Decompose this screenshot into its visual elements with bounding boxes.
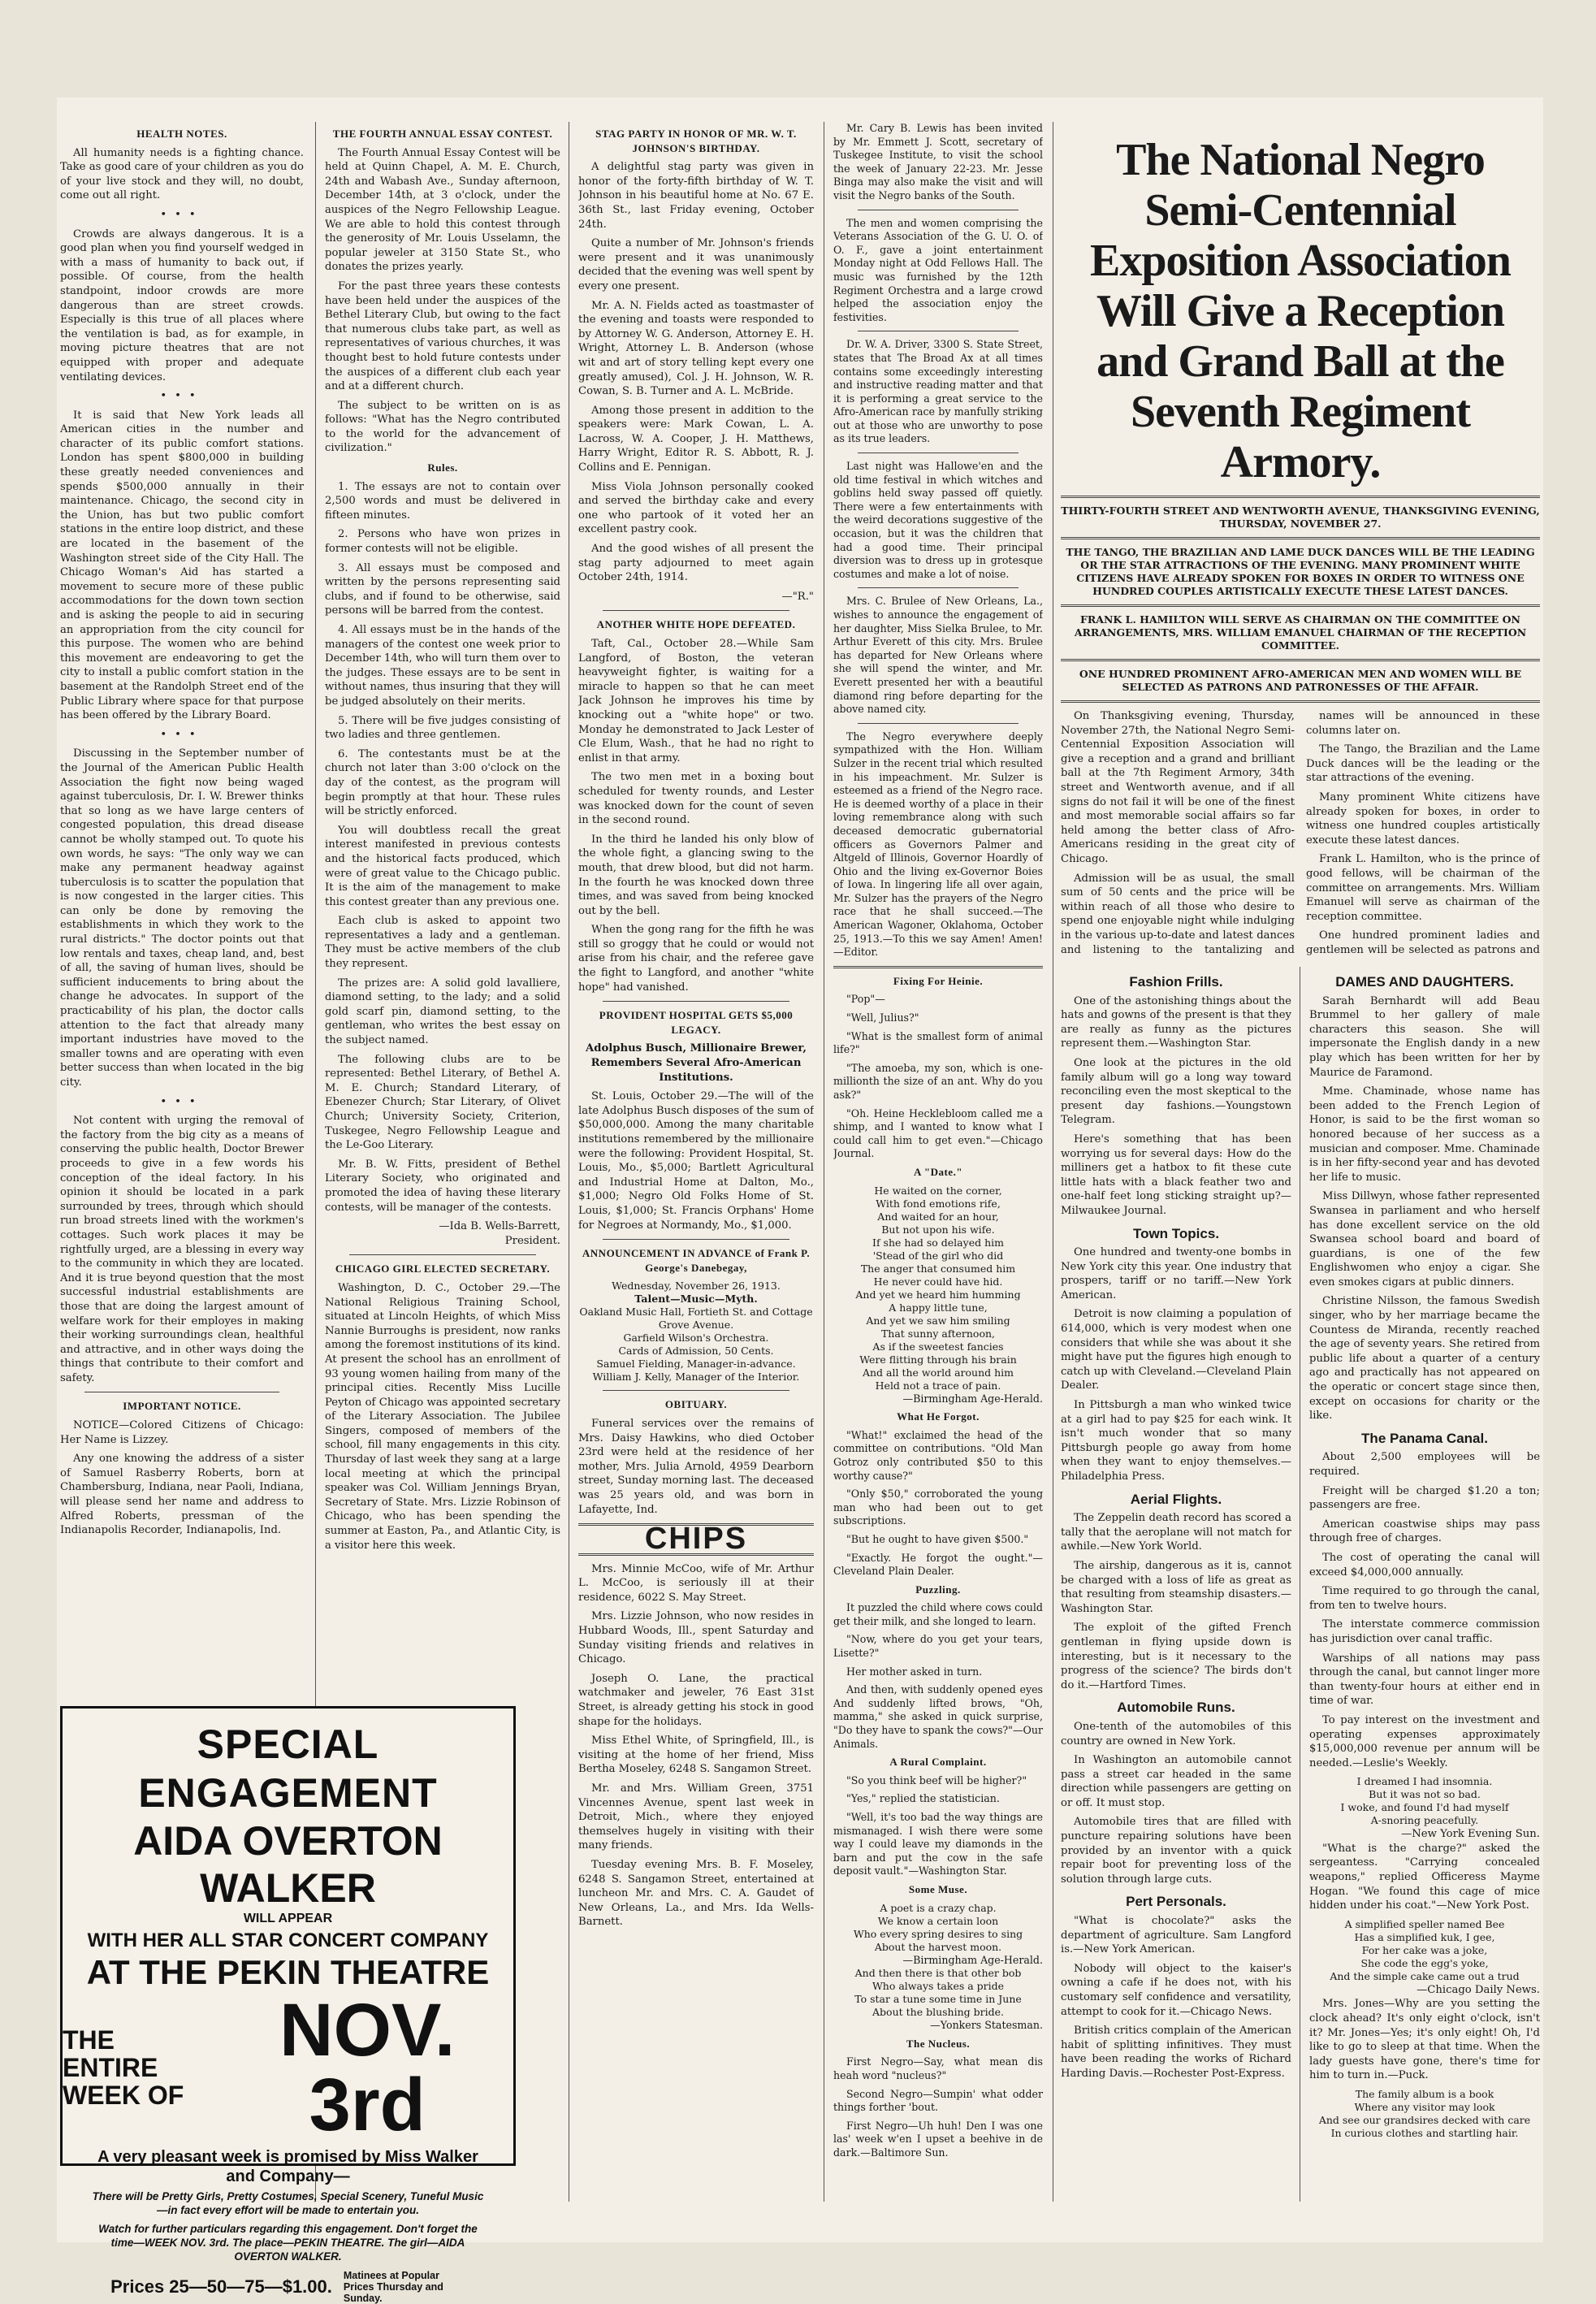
paragraph: 2. Persons who have won prizes in former contests will not be eligible. [325, 528, 560, 556]
paragraph: The men and women comprising the Veterans Association of the G. U. O. of O. F., gave a joint entertainment Monday night at Odd Fellows Hall. The music was furnished by the 12th Regiment Orchestra and a large crowd helped the association enjoy the festivities. [833, 216, 1043, 323]
divider [1061, 537, 1540, 539]
ad-will-appear: WILL APPEAR [243, 1912, 333, 1925]
paragraph: Freight will be charged $1.20 a ton; passengers are free. [1309, 1484, 1540, 1512]
exposition-left [1061, 709, 1295, 959]
paragraph: Miss Dillwyn, whose father represented Swansea in parliament and who herself has done excellent service on the old Swansea school board and board of guardians, is one of the few Englishwomen who enjoy a cigar. She even smokes cigars at public dinners. [1309, 1190, 1540, 1288]
paragraph: Tuesday evening Mrs. B. F. Moseley, 6248 S. Sangamon Street, entertained at luncheon Mr. and Mrs. C. A. Gaudet of New Orleans, La., and Mrs. Ida Wells-Barnett. [578, 1858, 814, 1929]
ad-matinees: Matinees at Popular Prices Thursday and Sunday. [343, 2270, 443, 2304]
chips-title: CHIPS [644, 1522, 748, 1557]
divider [858, 723, 1019, 724]
paragraph: Mrs. Minnie McCoo, wife of Mr. Arthur L. McCoo, is seriously ill at their residence, 6022 S. May Street. [578, 1562, 814, 1604]
column-4 [833, 122, 1043, 2202]
paragraph: "Exactly. He forgot the ought."—Cleveland Plain Dealer. [833, 1551, 1043, 1578]
white-hope-title: ANOTHER WHITE HOPE DEFEATED. [596, 618, 796, 631]
paragraph: Miss Ethel White, of Springfield, Ill., is visiting at the home of her friend, Miss Bertha Moseley, 6248 S. Sangamon Street. [578, 1734, 814, 1776]
paragraph: The following clubs are to be represented: Bethel Literary, of Bethel A. M. E. Church; Standard Literary, of Ebenezer Church; Star Literary, of Olivet Church; University Society, Criterion, Tuskegee, Negro Fellowship League and the Le-Goo Literary. [325, 1053, 560, 1152]
column-2 [325, 122, 560, 1698]
paragraph: The Tango, the Brazilian and the Lame Duck dances will be the leading or the star attractions of the evening. [1306, 743, 1540, 785]
fashion-frills-title: Fashion Frills. [1129, 974, 1223, 990]
paragraph: It puzzled the child where cows could get their milk, and she longed to learn. [833, 1601, 1043, 1627]
divider [603, 1390, 789, 1391]
exposition-subhead-4: ONE HUNDRED PROMINENT AFRO-AMERICAN MEN AND WOMEN WILL BE SELECTED AS PATRONS AND PATRONESSES OF THE AFFAIR. [1079, 668, 1522, 693]
ad-venue: AT THE PEKIN THEATRE [86, 1953, 490, 1991]
poem-source: —Chicago Daily News. [1417, 1983, 1540, 1996]
column-3 [578, 122, 814, 2202]
ad-price-row [63, 2270, 513, 2304]
poem-line: A simplified speller named Bee [1344, 1917, 1505, 1930]
poem-line: If she had so delayed him [872, 1236, 1004, 1249]
announcement-line: Cards of Admission, 50 Cents. [618, 1345, 774, 1358]
divider [1061, 659, 1540, 661]
rural-complaint-title: A Rural Complaint. [889, 1756, 987, 1769]
paragraph: 3. All essays must be composed and written by the persons representing said clubs, and if found to be otherwise, said persons will be barred from the contest. [325, 561, 560, 617]
paragraph: The prizes are: A solid gold lavalliere, diamond setting, to the lady; and a solid gold scarf pin, diamond setting, to the gentleman, who writes the best essay on the subject named. [325, 977, 560, 1047]
paragraph: names will be announced in these columns later on. [1306, 710, 1540, 737]
paragraph: American coastwise ships may pass through free of charges. [1309, 1518, 1540, 1545]
paragraph: Mme. Chaminade, whose name has been added to the French Legion of Honor, is said to be the first woman so honored because of her success as a musician and composer. Mme. Chaminade is in her fifty-second year and has devoted her life to music. [1309, 1085, 1540, 1184]
divider [858, 587, 1019, 588]
dames-daughters-title: DAMES AND DAUGHTERS. [1335, 974, 1514, 990]
exposition-article [1061, 122, 1540, 959]
poem-source: —Birmingham Age-Herald. [902, 1953, 1043, 1966]
column-6 [1309, 967, 1540, 2218]
exposition-subhead-1: THIRTY-FOURTH STREET AND WENTWORTH AVENUE, THANKSGIVING EVENING, THURSDAY, NOVEMBER 27. [1061, 505, 1540, 530]
paragraph: Each club is asked to appoint two representatives a lady and a gentleman. They must be active members of the club they represent. [325, 915, 560, 971]
paragraph: Nobody will object to the kaiser's owning a cafe if he does not, with his customary self confidence and versatility, attempt to cook for it.—Chicago News. [1061, 1962, 1291, 2018]
paragraph: Mr. A. N. Fields acted as toastmaster of the evening and toasts were responded to by Attorney W. G. Anderson, Attorney E. H. Wright, Attorney L. B. Anderson (whose wit and art of story telling kept every one greatly amused), Col. J. H. Johnson, W. R. Cowan, S. B. Turner and A. L. McBride. [578, 299, 814, 398]
exposition-subhead-3: FRANK L. HAMILTON WILL SERVE AS CHAIRMAN ON THE COMMITTEE ON ARRANGEMENTS, MRS. WILLIAM EMANUEL CHAIRMAN OF THE RECEPTION COMMITTEE. [1074, 613, 1527, 652]
paragraph: The Zeppelin death record has scored a tally that the aeroplane will not match for awhile.—New York World. [1061, 1512, 1291, 1553]
poem-line: About the harvest moon. [874, 1940, 1002, 1953]
poem-line: Held not a trace of pain. [875, 1379, 1001, 1392]
stag-party-title: STAG PARTY IN HONOR OF MR. W. T. JOHNSON'S BIRTHDAY. [595, 128, 797, 154]
poem-line: In curious clothes and startling hair. [1330, 2127, 1519, 2139]
paragraph: Not content with urging the removal of the factory from the big city as a means of conserving the public health, Doctor Brewer proceeds to give in a few words his conception of the ideal factory. In his opinion it should be located in a park surrounded by trees, through which should run broad streets lined with the workmen's cottages. Such work places it may be rightfully urged, are a blessing in every way to the community in which they are located. And it is true beyond question that the most successful industrial establishments are those that are doing the largest amount of welfare work for their employes in making their working surroundings clean, healthful and attractive, and in other ways doing the things that contribute to their comfort and safety. [60, 1115, 304, 1384]
divider-dots: ••• [160, 728, 204, 741]
what-he-forgot-title: What He Forgot. [897, 1410, 980, 1423]
announcement-line: Garfield Wilson's Orchestra. [623, 1332, 769, 1345]
paragraph: In Pittsburgh a man who winked twice at a girl had to pay $25 for each wink. It isn't much wonder that so many Pittsburgh people go away from home when they want to enjoy themselves.—Philadelphia Press. [1061, 1399, 1291, 1483]
poem-source: —Yonkers Statesman. [930, 2019, 1043, 2032]
paragraph: When the gong rang for the fifth he was still so groggy that he could or would not arise from his chair, and the referee gave the fight to Langford, and another "white hope" had vanished. [578, 924, 814, 994]
poem-line: With fond emotions rife, [876, 1197, 1001, 1210]
puzzling-title: Puzzling. [915, 1583, 961, 1596]
rules-title: Rules. [427, 461, 458, 474]
poem-source: —New York Evening Sun. [1401, 1828, 1540, 1841]
panama-canal-title: The Panama Canal. [1361, 1430, 1488, 1446]
announcement-line: Oakland Music Hall, Fortieth St. and Cottage Grove Avenue. [579, 1306, 813, 1332]
paragraph: The exploit of the gifted French gentleman in flying upside down is interesting, but is it necessary to the progress of the science? The birds don't do it.—Hartford Times. [1061, 1622, 1291, 1691]
poem-line: To star a tune some time in June [854, 1993, 1022, 2006]
poem-line: A poet is a crazy chap. [880, 1901, 997, 1914]
paragraph: The Negro everywhere deeply sympathized with the Hon. William Sulzer in the recent trial which resulted in his impeachment. Mr. Sulzer is esteemed as a friend of the Negro race. He is deemed worthy of a place in their loving remembrance along with such deceased democratic gubernatorial officers as Governors Palmer and Altgeld of Illinois, Governor Hoardly of Ohio and the living ex-Governor Boies of Iowa. In lingering life all over again, Mr. Sulzer has the prayers of the Negro race that he shall succeed.—The American Wagoner, Oklahoma, October 25, 1913.—To this we say Amen! Amen! —Editor. [833, 730, 1043, 959]
special-engagement-ad [60, 1706, 516, 2304]
town-topics-title: Town Topics. [1132, 1225, 1220, 1241]
paragraph: One-tenth of the automobiles of this country are owned in New York. [1061, 1720, 1291, 1747]
ad-attractions: There will be Pretty Girls, Pretty Costumes, Special Scenery, Tuneful Music—in fact every effort will be made to entertain you. [92, 2190, 484, 2216]
divider [603, 610, 789, 611]
paragraph: "So you think beef will be higher?" [846, 1773, 1027, 1786]
poem-line: And then there is that other bob [854, 1967, 1022, 1980]
paragraph: "What is chocolate?" asks the department of agriculture. Sam Langford is.—New York American. [1061, 1915, 1291, 1956]
poem-line: She code the egg's yoke, [1360, 1956, 1489, 1969]
paragraph: One look at the pictures in the old family album will go a long way toward reconciling even the most skeptical to the present day fashions.—Youngstown Telegram. [1061, 1056, 1291, 1127]
paragraph: Many prominent White citizens have already spoken for boxes, in order to witness one hundred couples artistically execute these latest dances. [1306, 790, 1540, 847]
paragraph: Sarah Bernhardt will add Beau Brummel to her gallery of male characters this season. She will impersonate the English dandy in a new play which has been written for her by Maurice de Faramond. [1309, 994, 1540, 1079]
paragraph: Mr. and Mrs. William Green, 3751 Vincennes Avenue, spent last week in Detroit, Mich., where they enjoyed themselves hugely in visiting with their many friends. [578, 1782, 814, 1852]
poem-line: And yet we heard him humming [855, 1288, 1021, 1301]
paragraph: 6. The contestants must be at the church not later than 3:00 o'clock on the day of the contest, as the program will begin promptly at that hour. These rules will be strictly enforced. [325, 747, 560, 818]
divider [603, 1001, 789, 1002]
announcement-line: Talent—Music—Myth. [634, 1293, 758, 1306]
paragraph: Mrs. C. Brulee of New Orleans, La., wishes to announce the engagement of her daughter, Miss Sielka Brulee, to Mr. Arthur Everett of this city. Mrs. Brulee has departed for New Orleans where she will spend the winter, and Mr. Everett presented her with a beautiful diamond ring before departing for the above named city. [833, 595, 1043, 716]
ad-date: NOV. 3rd [279, 1989, 456, 2146]
essay-contest-title: THE FOURTH ANNUAL ESSAY CONTEST. [332, 128, 553, 140]
paragraph: "Oh. Heine Hecklebloom called me a shimp, and I wanted to know what I could call him to get even."—Chicago Journal. [833, 1107, 1043, 1160]
pert-personals-title: Pert Personals. [1126, 1894, 1226, 1910]
paragraph: "Now, where do you get your tears, Lisette?" [833, 1633, 1043, 1660]
ad-promise: A very pleasant week is promised by Miss Walker and Company— [97, 2148, 478, 2185]
paragraph: Any one knowing the address of a sister of Samuel Rasberry Roberts, born at Chambersburg, Indiana, near Paoli, Indiana, will please send her name and address to Alfred Roberts, pressman of the Indianapolis Recorder, Indianapolis, Ind. [60, 1453, 304, 1537]
exposition-body [1061, 709, 1540, 959]
paragraph: Funeral services over the remains of Mrs. Daisy Hawkins, who died October 23rd were held at the residence of her mother, Mrs. Julia Arnold, 4959 Dearborn street, Sunday morning last. The deceased was 25 years old, and was born in Lafayette, Ind. [578, 1417, 814, 1516]
paragraph: Frank L. Hamilton, who is the prince of good fellows, will be chairman of the committee on arrangements. Mrs. William Emanuel will serve as chairman of the reception committee. [1306, 853, 1540, 923]
paragraph: The Fourth Annual Essay Contest will be held at Quinn Chapel, A. M. E. Church, 24th and Wabash Ave., Sunday afternoon, December 14th, at 3 o'clock, under the auspices of the Negro Fellowship League. We are able to hold this contest through the generosity of Mr. Louis Usselamn, the popular jeweler at 3150 State St., who donates the prizes yearly. [325, 146, 560, 274]
paragraph: "What!" exclaimed the head of the committee on contributions. "Old Man Gotroz only contributed $50 to this worthy cause?" [833, 1428, 1043, 1482]
exposition-right [1306, 709, 1540, 959]
column-5 [1061, 967, 1291, 2218]
ad-prices: Prices 25—50—75—$1.00. [110, 2276, 332, 2297]
paragraph: Mrs. Jones—Why are you setting the clock ahead? It's only eight o'clock, isn't it? Mr. Jones—Yes; it's only eight! Oh, I'd like to go to sleep at that time. When the lady guests have gone, there's time for him to turn in.—Puck. [1309, 1998, 1540, 2082]
paragraph: Among those present in addition to the speakers were: Mark Cowan, L. A. Lacross, W. A. Cooper, J. H. Matthews, Harry Wright, Editor R. S. Abbott, R. J. Collins and E. Pennigan. [578, 404, 814, 474]
paragraph: Detroit is now claiming a population of 614,000, which is very modest when one considers that while she was about it she might have put the figures high enough to catch up with Cleveland.—Cleveland Plain Dealer. [1061, 1308, 1291, 1392]
poem-line: But not upon his wife. [881, 1223, 995, 1236]
poem-line: And waited for an hour, [877, 1210, 999, 1223]
poem-line: Where any visitor may look [1354, 2101, 1495, 2113]
paragraph: The interstate commerce commission has jurisdiction over canal traffic. [1309, 1618, 1540, 1645]
paragraph: For the past three years these contests have been held under the auspices of the Bethel Literary Club, but owing to the fact that numerous clubs take part, as well as representatives of various churches, it was thought best to hold future contests under the auspices of a different club each year and at a different church. [325, 279, 560, 393]
paragraph: A delightful stag party was given in honor of the forty-fifth birthday of W. T. Johnson in his beautiful home at No. 67 E. 36th St., last Friday evening, October 24th. [578, 161, 814, 231]
paragraph: Dr. W. A. Driver, 3300 S. State Street, states that The Broad Ax at all times contains some exceedingly interesting and instructive reading matter and that it is performing a great service to the Afro-American race by manfully striking out at those who are unworthy to pose as its true leaders. [833, 338, 1043, 445]
paragraph: "What is the smallest form of animal life?" [833, 1029, 1043, 1056]
signature: —Ida B. Wells-Barrett, [439, 1220, 560, 1233]
divider [603, 1239, 789, 1240]
paragraph: Mrs. Lizzie Johnson, who now resides in Hubbard Woods, Ill., spent Saturday and Sunday visiting friends and relatives in Chicago. [578, 1610, 814, 1666]
poem-line: The anger that consumed him [860, 1262, 1016, 1275]
paragraph: First Negro—Say, what mean dis heah word "nucleus?" [833, 2055, 1043, 2081]
poem-line: A-snoring peacefully. [1370, 1814, 1479, 1827]
announcement-line: Samuel Fielding, Manager-in-advance. [596, 1358, 796, 1371]
paragraph: British critics complain of the American habit of splitting infinitives. They must have been reading the works of Richard Harding Davis.—Rochester Post-Express. [1061, 2025, 1291, 2080]
paragraph: In Washington an automobile cannot pass a street car headed in the same direction while passengers are getting on or off. It must stop. [1061, 1754, 1291, 1809]
poem-line: Who always takes a pride [872, 1980, 1005, 1993]
poem-line: But it was not so bad. [1369, 1788, 1481, 1801]
ad-reminder: Watch for further particulars regarding this engagement. Don't forget the time—WEEK NOV. 3rd. The place—PEKIN THEATRE. The girl—AIDA OVERTON WALKER. [98, 2223, 478, 2263]
paragraph: "Pop"— [846, 993, 885, 1006]
paragraph: Admission will be as usual, the small sum of 50 cents and the price will be within reach of all those who desire to spend one enjoyable night while indulging in the various up-to-date and latest dances and listening to the tantalizing and [1061, 872, 1295, 956]
signature-title: President. [504, 1234, 560, 1247]
paragraph: In the third he landed his only blow of the whole fight, a glancing swing to the mouth, that drew blood, but did not harm. In the fourth he was knocked down three times, and was saved from being knocked out by the bell. [578, 833, 814, 917]
divider-dots: ••• [160, 208, 204, 221]
heinie-title: Fixing For Heinie. [893, 974, 984, 987]
chicago-girl-title: CHICAGO GIRL ELECTED SECRETARY. [335, 1262, 551, 1275]
paragraph: The two men met in a boxing bout scheduled for twenty rounds, and Lester was knocked down for the count of seven in the second round. [578, 771, 814, 827]
poem-line: And the simple cake came out a trud [1330, 1969, 1520, 1982]
ad-the-entire: THE ENTIRE [63, 2025, 158, 2082]
paragraph: Discussing in the September number of the Journal of the American Public Health Association the fight now being waged against tuberculosis, Dr. I. W. Brewer thinks that so long as we have large centers of congested population, this dread disease cannot be wholly stamped out. To quote his own words, he says: "The only way we can make any permanent headway against tuberculosis is to scatter the population that is now congested in the larger cities. This can only be done by removing the establishments in which they work to the rural districts." The doctor points out that low rentals and taxes, cheap land, and, best of all, the saving of human lives, should be sufficient inducements to bring about the change he advocates. In support of the practicability of his plan, the doctor calls attention to the fact that already many important industries have moved to the smaller towns and are operating with even better success than when located in the big city. [60, 747, 304, 1089]
poem-line: A happy little tune, [889, 1301, 988, 1314]
column-1 [60, 122, 304, 1698]
divider [349, 1254, 536, 1255]
paragraph: You will doubtless recall the great interest manifested in previous contests and the historical facts produced, which were of great value to the Chicago public. It is the aim of the management to make this contest greater than any previous one. [325, 824, 560, 908]
paragraph: And then, with suddenly opened eyes And suddenly lifted brows, "Oh, mamma," she asked in quick surprise, "Do they have to spank the cows?"—Our Animals. [833, 1683, 1043, 1750]
paragraph: Second Negro—Sumpin' what odder things forther 'bout. [833, 2087, 1043, 2114]
ad-week-of: WEEK OF [63, 2081, 184, 2110]
paragraph: Time required to go through the canal, from ten to twelve hours. [1309, 1585, 1540, 1612]
some-muse-title: Some Muse. [908, 1882, 968, 1895]
paragraph: The subject to be written on is as follows: "What has the Negro contributed to the world for the advancement of civilization." [325, 399, 560, 455]
paragraph: The airship, dangerous as it is, cannot be charged with a loss of life as great as that resulting from steamship disasters.—Washington Star. [1061, 1559, 1291, 1615]
divider [833, 966, 1043, 968]
poem-line: He waited on the corner, [874, 1184, 1002, 1197]
paragraph: NOTICE—Colored Citizens of Chicago: Her Name is Lizzey. [60, 1419, 304, 1446]
nucleus-title: The Nucleus. [906, 2037, 971, 2050]
poem-line: For her cake was a joke, [1361, 1943, 1488, 1956]
poem-line: I woke, and found I'd had myself [1340, 1801, 1509, 1814]
paragraph: Taft, Cal., October 28.—While Sam Langford, of Boston, the veteran heavyweight fighter, is waiting for a miracle to happen so that he can meet Jack Johnson he improves his time by knocking out a "white hope" or two. Monday he demonstrated to Jack Lester of Cle Elum, Wash., that he had no right to enlist in that army. [578, 638, 814, 764]
paragraph: Her mother asked in turn. [846, 1665, 983, 1678]
paragraph: All humanity needs is a fighting chance. Take as good care of your children as you do of your live stock and they will, no doubt, come out all right. [60, 146, 304, 202]
paragraph: Here's something that has been worrying us for several days: How do the milliners get a hatbox to fit these cute little hats with a black feather two and one-half feet long sticking straight up?—Milwaukee Journal. [1061, 1133, 1291, 1217]
paragraph: 4. All essays must be in the hands of the managers of the contest one week prior to December 14th, who will turn them over to the judges. These essays are to be sent in without names, thus insuring that they will be judged absolutely on their merits. [325, 624, 560, 708]
divider [1061, 700, 1540, 703]
poem-line: He never could have hid. [873, 1275, 1003, 1288]
paragraph: "Yes," replied the statistician. [846, 1792, 1000, 1805]
hospital-subtitle: Adolphus Busch, Millionaire Brewer, Remembers Several Afro-American Institutions. [586, 1042, 807, 1084]
paragraph: Last night was Hallowe'en and the old time festival in which witches and goblins held sway passed off quietly. There were a few entertainments with the weird decorations suggestive of the occasion, but it was the children that had a good time. Their principal diversion was to dress up in grotesque costumes and make a lot of noise. [833, 460, 1043, 580]
signature: —"R." [781, 590, 814, 603]
paragraph: Miss Viola Johnson personally cooked and served the birthday cake and every one who partook of it voted her an excellent pastry cook. [578, 480, 814, 536]
divider-dots: ••• [160, 1095, 204, 1108]
paragraph: Warships of all nations may pass through the canal, but cannot linger more than twenty-four hours at either end in time of war. [1309, 1652, 1540, 1708]
poem-line: As if the sweetest fancies [872, 1340, 1004, 1353]
paragraph: Mr. Cary B. Lewis has been invited by Mr. Emmett J. Scott, secretary of Tuskegee Institute, to visit the school the week of January 22-23. Mr. Jesse Binga may also make the visit and will visit the Negro banks of the South. [833, 122, 1043, 201]
paragraph: The cost of operating the canal will exceed $4,000,000 annually. [1309, 1551, 1540, 1579]
paragraph: "Well, Julius?" [846, 1011, 919, 1024]
obituary-title: OBITUARY. [664, 1398, 728, 1411]
announcement-line: William J. Kelly, Manager of the Interior. [592, 1371, 800, 1384]
poem-line: The family album is a book [1355, 2088, 1494, 2100]
poem-line: And see our grandsires decked with care [1318, 2114, 1531, 2126]
poem-line: About the blushing bride. [872, 2006, 1004, 2019]
paragraph: Automobile tires that are filled with puncture repairing solutions have been provided by an inventor with a quick repair boot for preventing loss of the solution through large cuts. [1061, 1816, 1291, 1886]
paragraph: One hundred and twenty-one bombs in New York city this year. One industry that prospers, tariff or no tariff.—New York American. [1061, 1246, 1291, 1301]
poem-line: We know a certain loon [877, 1914, 999, 1927]
paragraph: One of the astonishing things about the hats and gowns of the present is that they are really as funny as the pictures represent them.—Washington Star. [1061, 994, 1291, 1050]
poem-line: Were flitting through his brain [859, 1353, 1017, 1366]
hospital-title: PROVIDENT HOSPITAL GETS $5,000 LEGACY. [599, 1009, 794, 1036]
paragraph: Quite a number of Mr. Johnson's friends were present and it was unanimously decided that the evening was well spent by every one present. [578, 237, 814, 292]
paragraph: "Only $50," corroborated the young man who had been out to get subscriptions. [833, 1488, 1043, 1527]
divider [1061, 496, 1540, 498]
paragraph: First Negro—Uh huh! Den I was one las' week w'en I upset a beehive in de dark.—Baltimore Sun. [833, 2119, 1043, 2159]
divider-dots: ••• [160, 390, 204, 403]
ad-heading: SPECIAL ENGAGEMENT [138, 1722, 438, 1816]
paragraph: Crowds are always dangerous. It is a good plan when you find yourself wedged in with a mass of humanity to back out, if possible. Of course, from the health standpoint, indoor crowds are more dangerous than are street crowds. Especially is this true of all places where the ventilation is bad, as for example, in moving picture theatres that are not equipped with proper and adequate ventilating devices. [60, 227, 304, 383]
paragraph: 1. The essays are not to contain over 2,500 words and must be delivered in fifteen minutes. [325, 480, 560, 522]
paragraph: Washington, D. C., October 29.—The National Religious Training School, situated at Lincoln Heights, of which Miss Nannie Burroughs is president, now ranks among the foremost institutions of its kind. At present the school has an enrollment of 93 young women hailing from many of the principal cities. Recently Miss Lucille Peyton of Chicago was appointed secretary of the Literary Association. The Jubilee Singers, composed of members of the school, fill many engagements in this city. Thursday of last week they sang at a large local meeting at which the principal speaker was Col. William Jennings Bryan, Secretary of State. Mrs. Lizzie Robinson of Chicago, who has been spending the summer at Easton, Pa., and Atlantic City, is a visitor here this week. [325, 1281, 560, 1552]
paragraph: And the good wishes of all present the stag party adjourned to meet again October 24th, 1914. [578, 543, 814, 584]
announcement-title: ANNOUNCEMENT IN ADVANCE of Frank P. George's Danebegay, [582, 1247, 811, 1274]
poem-line: I dreamed I had insomnia. [1356, 1775, 1493, 1788]
poem-source: —Birmingham Age-Herald. [902, 1392, 1043, 1405]
poem-line: Has a simplified kuk, I gee, [1354, 1930, 1495, 1943]
poem-line: And all the world around him [862, 1366, 1014, 1379]
paragraph: "Well, it's too bad the way things are mismanaged. I wish there were some way I could leave my diamonds in the barn and put the cow in the safe deposit vault."—Washington Star. [833, 1811, 1043, 1877]
exposition-subhead-2: THE TANGO, THE BRAZILIAN AND LAME DUCK DANCES WILL BE THE LEADING OR THE STAR ATTRACTIONS OF THE EVENING. MANY PROMINENT WHITE CITIZENS HAVE ALREADY SPOKEN FOR BOXES IN ORDER TO WITNESS ONE HUNDRED COUPLES ARTISTICALLY EXECUTE THESE LATEST DANCES. [1066, 546, 1535, 597]
paragraph: 5. There will be five judges consisting of two ladies and three gentlemen. [325, 714, 560, 742]
ad-date-row [63, 1989, 513, 2146]
paragraph: Christine Nilsson, the famous Swedish singer, who by her marriage became the Countess de Miranda, recently reached the age of seventy years. She retired from public life about a quarter of a century ago and practically has not appeared on the operatic or concert stage since then, except on occasions for charity or the like. [1309, 1295, 1540, 1423]
paragraph: St. Louis, October 29.—The will of the late Adolphus Busch disposes of the sum of $50,000,000. Among the many charitable institutions remembered by the millionaire were the following: Provident Hospital, St. Louis, Mo., $5,000; Bartlett Agricultural and Industrial Home at Dalton, Mo., $1,000; Negro Old Folks Home of St. Louis, $1,000; St. Francis Orphans' Home for Negroes at Normandy, Mo., $1,000. [578, 1090, 814, 1232]
poem-line: Who every spring desires to sing [853, 1927, 1023, 1940]
paragraph: About 2,500 employees will be required. [1309, 1451, 1540, 1478]
poem-line: 'Stead of the girl who did [872, 1249, 1004, 1262]
paragraph: It is said that New York leads all American cities in the number and character of its public comfort stations. London has spent $800,000 in building these greatly needed conveniences and spends $500,000 annually in their maintenance. Chicago, the second city in the Union, has but two public comfort stations in the entire loop district, and these are located in the basement of the Washington street side of the City Hall. The Chicago Woman's Aid has started a movement to secure more of these public accommodations for the down town section and is asking the people to aid in securing an appropriation from the city council for this purpose. The women who are behind this movement are endeavoring to get the city to install a public comfort station in the basement at the Randolph Street end of the Public Library where space for that purpose has been offered by the Library Board. [60, 409, 304, 722]
paragraph: On Thanksgiving evening, Thursday, November 27th, the National Negro Semi-Centennial Exposition Association will give a reception and a grand and brilliant ball at the 7th Regiment Armory, 34th street and Wentworth avenue, and if all signs do not fail it will be one of the finest and most memorable social affairs so far held among the better class of Afro-Americans residing in the great city of Chicago. [1061, 710, 1295, 865]
ad-week-label [63, 2026, 207, 2109]
health-notes-title: HEALTH NOTES. [136, 128, 227, 140]
paragraph: One hundred prominent ladies and gentlemen will be selected as patrons and [1306, 929, 1540, 956]
exposition-headline: The National Negro Semi-Centennial Exposition Association Will Give a Reception and Grand Ball at the Seventh Regiment Armory. [1090, 135, 1511, 487]
poem-line: That sunny afternoon, [880, 1327, 996, 1340]
paragraph: "But he ought to have given $500." [846, 1532, 1029, 1545]
paragraph: To pay interest on the investment and operating expenses approximately $15,000,000 revenue per annum will be needed.—Leslie's Weekly. [1309, 1713, 1540, 1769]
paragraph: "What is the charge?" asked the sergeantess. "Carrying concealed weapons," replied Officeress Mayme Hogan. "We found this cage of mice hidden under his coat."—New York Post. [1309, 1842, 1540, 1912]
ad-performer: AIDA OVERTON WALKER [133, 1818, 443, 1911]
paragraph: Joseph O. Lane, the practical watchmaker and jeweler, 76 East 31st Street, is already getting his stock in good shape for the holidays. [578, 1672, 814, 1728]
ad-company: WITH HER ALL STAR CONCERT COMPANY [87, 1929, 489, 1951]
divider [1061, 604, 1540, 607]
paragraph: Mr. B. W. Fitts, president of Bethel Literary Society, who originated and promoted the idea of having these literary contests, will be manager of the contests. [325, 1158, 560, 1214]
date-title: A "Date." [913, 1165, 963, 1178]
important-notice-title: IMPORTANT NOTICE. [123, 1400, 241, 1413]
newspaper-page [57, 97, 1543, 2304]
automobile-runs-title: Automobile Runs. [1117, 1700, 1235, 1716]
aerial-flights-title: Aerial Flights. [1130, 1491, 1222, 1507]
poem-line: And yet we saw him smiling [866, 1314, 1010, 1327]
announcement-line: Wednesday, November 26, 1913. [612, 1280, 781, 1293]
paragraph: "The amoeba, my son, which is one-millionth the size of an ant. Why do you ask?" [833, 1061, 1043, 1101]
